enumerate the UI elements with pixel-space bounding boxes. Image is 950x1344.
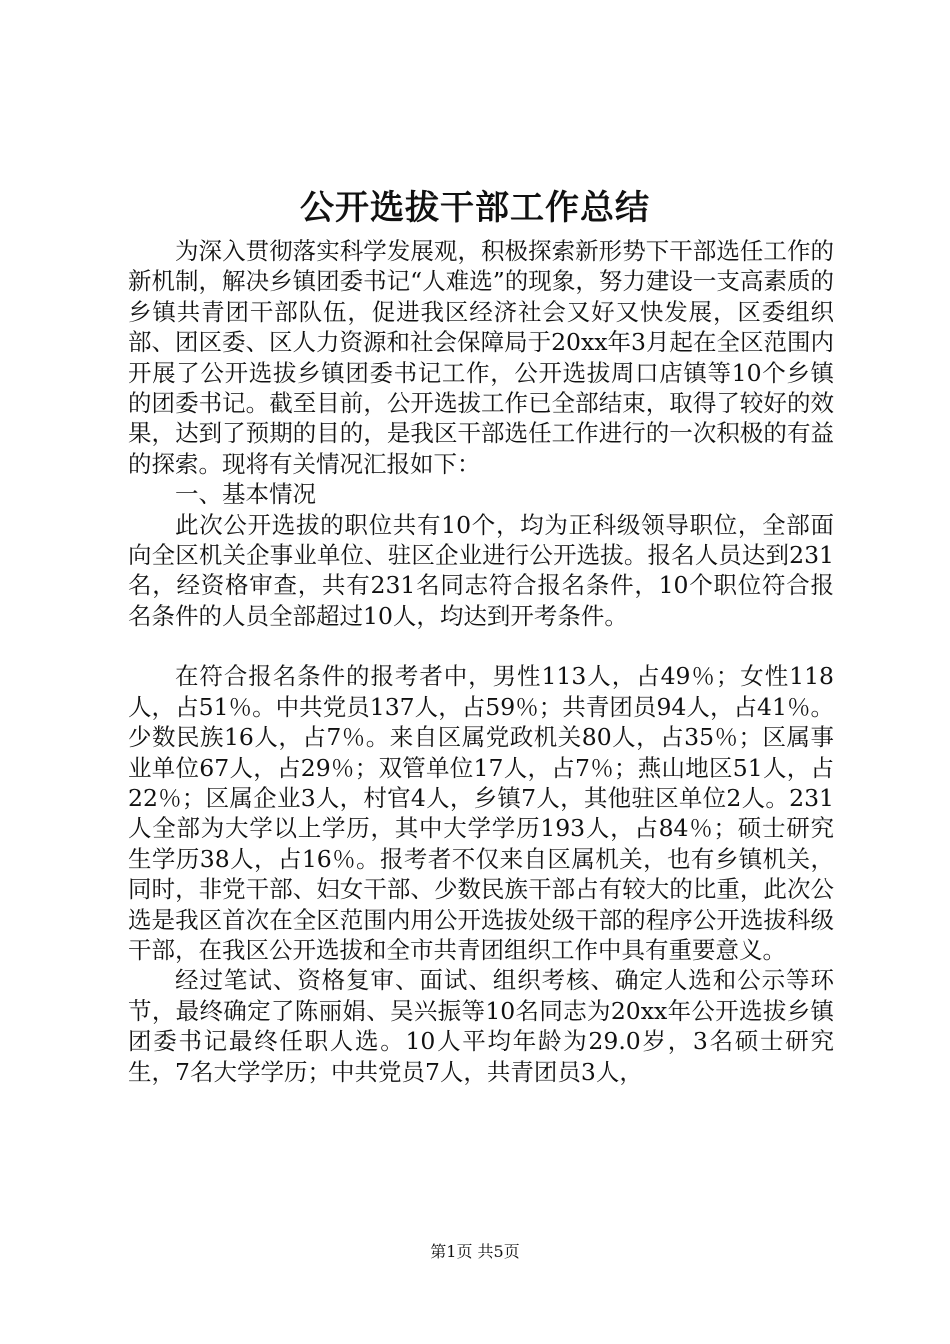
paragraph-statistics: 在符合报名条件的报考者中，男性113人，占49％；女性118人，占51％。中共党员137人，占59％；共青团员94人，占41％。少数民族16人，占7％。来自区属党政机关80人，占35％；区属事业单位67人，占29％；双管单位17人，占7％；燕山地区51人，占22％；区属企业3人，村官4人，乡镇7人，其他驻区单位2人。231人全部为大学以上学历，其中大学学历193人，占84％；硕士研究生学历38人，占16％。报考者不仅来自区属机关，也有乡镇机关，同时，非党干部、妇女干部、少数民族干部占有较大的比重，此次公选是我区首次在全区范围内用公开选拔处级干部的程序公开选拔科级干部，在我区公开选拔和全市共青团组织工作中具有重要意义。: [128, 662, 834, 964]
section-heading-basic: 一、基本情况: [175, 480, 316, 509]
page-footer: 第1页 共5页: [430, 1242, 520, 1261]
paragraph-intro: 为深入贯彻落实科学发展观，积极探索新形势下干部选任工作的新机制，解决乡镇团委书记“人难选”的现象，努力建设一支高素质的乡镇共青团干部队伍，促进我区经济社会又好又快发展，区委组织部、团区委、区人力资源和社会保障局于20xx年3月起在全区范围内开展了公开选拔乡镇团委书记工作，公开选拔周口店镇等10个乡镇的团委书记。截至目前，公开选拔工作已全部结束，取得了较好的效果，达到了预期的目的，是我区干部选任工作进行的一次积极的有益的探索。现将有关情况汇报如下：: [128, 237, 834, 478]
document-title: 公开选拔干部工作总结: [300, 188, 650, 228]
paragraph-positions: 此次公开选拔的职位共有10个，均为正科级领导职位，全部面向全区机关企事业单位、驻区企业进行公开选拔。报名人员达到231名，经资格审查，共有231名同志符合报名条件，10个职位符合报名条件的人员全部超过10人，均达到开考条件。: [128, 510, 834, 630]
document-body: [128, 236, 834, 1087]
paragraph-results: 经过笔试、资格复审、面试、组织考核、确定人选和公示等环节，最终确定了陈丽娟、吴兴振等10名同志为20xx年公开选拔乡镇团委书记最终任职人选。10人平均年龄为29.0岁，3名硕士研究生，7名大学学历；中共党员7人，共青团员3人，: [128, 966, 834, 1086]
